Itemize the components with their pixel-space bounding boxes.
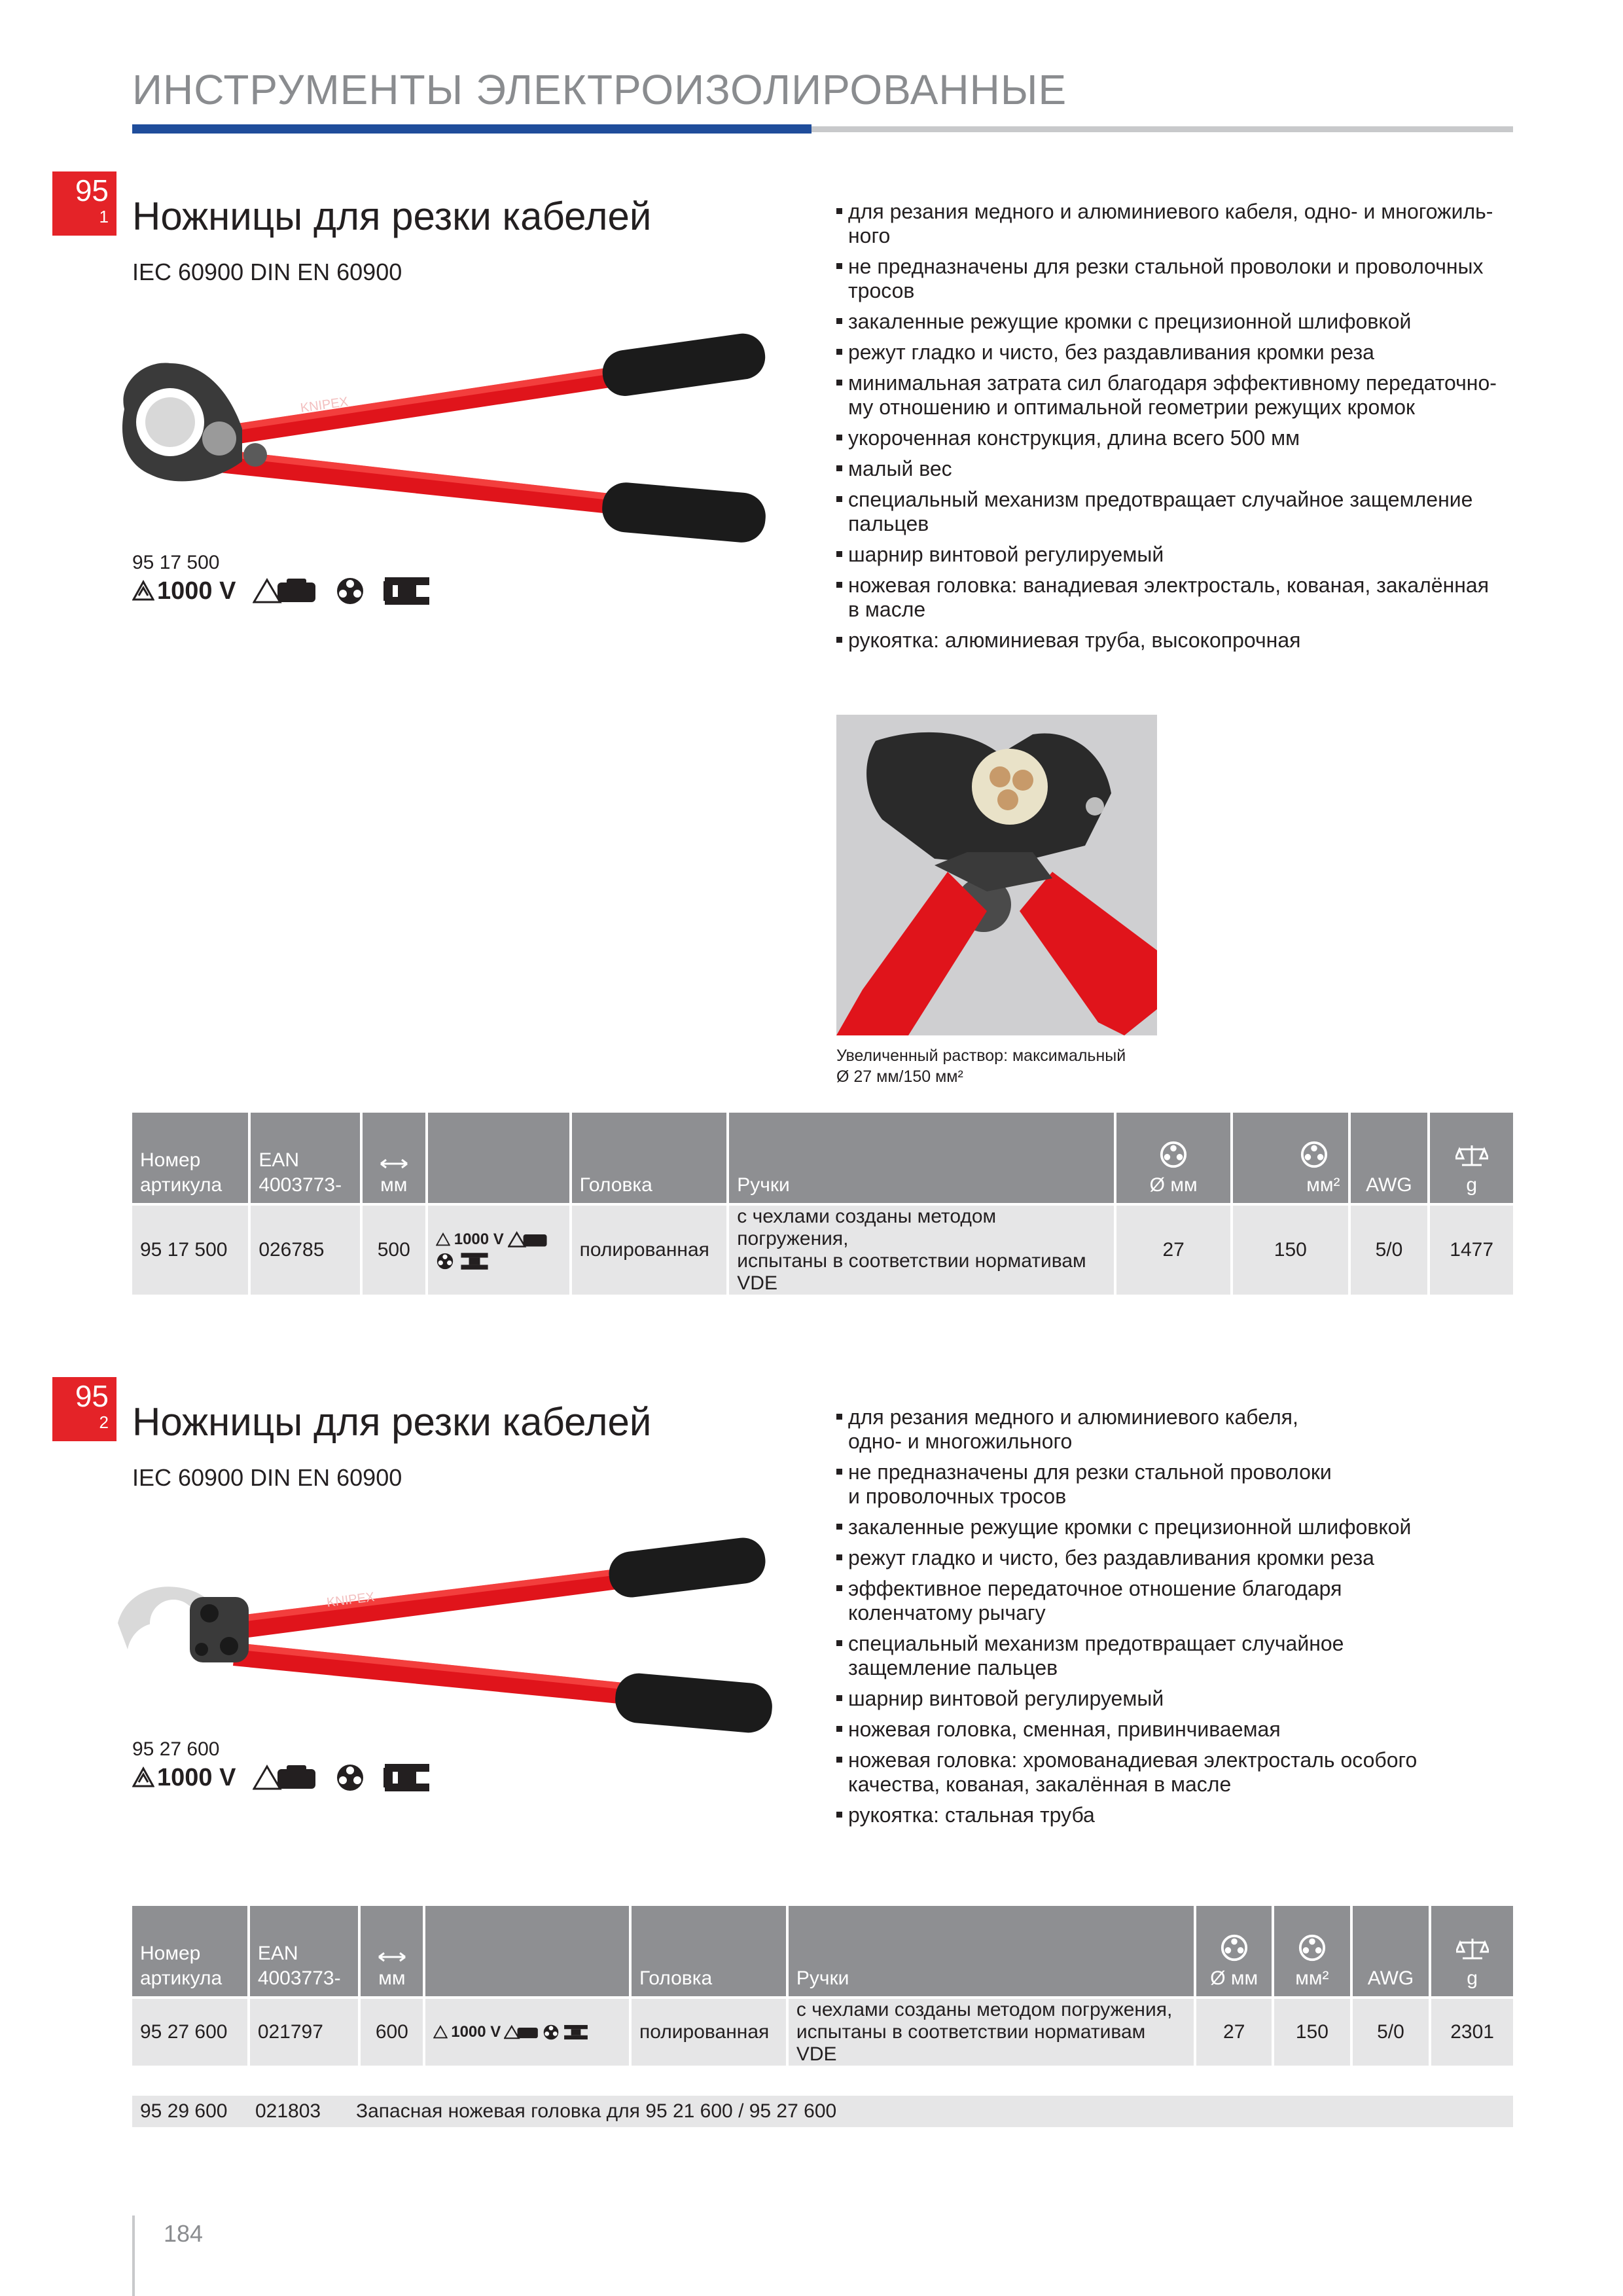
product-title: Ножницы для резки кабелей — [132, 1400, 652, 1444]
cell-pictograms — [427, 1204, 571, 1295]
cell-pictograms — [424, 1998, 630, 2066]
cell-ean: 026785 — [249, 1204, 361, 1295]
col-head: Головка — [571, 1113, 728, 1204]
spare-description: Запасная ножевая головка для 95 21 600 / 95 27 600 — [356, 2100, 837, 2122]
cell-awg: 5/0 — [1349, 1204, 1429, 1295]
diameter-unit: Ø мм — [1149, 1174, 1198, 1196]
page-number: 184 — [164, 2220, 204, 2247]
forged-steel-icon — [459, 1252, 490, 1270]
table-row — [132, 1204, 1513, 1295]
section-badge — [52, 171, 116, 236]
feature-item: закаленные режущие кромки с прецизионной шлифовкой — [836, 310, 1497, 334]
vde-triangle-icon — [132, 580, 154, 602]
vde-triangle-icon — [132, 1767, 154, 1789]
feature-item: для резания медного и алюминиевого кабеля, одно- и многожильного — [836, 1405, 1497, 1454]
spec-table — [132, 1113, 1513, 1295]
cell-handles: с чехлами созданы методом погружения, испытаны в соответствии нормативам VDE — [728, 1204, 1115, 1295]
tool-brand-label: KNIPEX — [299, 394, 349, 416]
cell-weight: 2301 — [1430, 1998, 1513, 2066]
voltage-label: 1000 V — [454, 1230, 504, 1248]
cell-ean: 021797 — [249, 1998, 360, 2066]
cell-weight: 1477 — [1429, 1204, 1513, 1295]
area-unit: мм² — [1295, 1967, 1329, 1989]
cable-cross-section-icon — [335, 576, 365, 606]
feature-item: режут гладко и чисто, без раздавливания кромки реза — [836, 340, 1497, 365]
col-ean: EAN 4003773- — [249, 1906, 360, 1998]
closeup-photo — [836, 715, 1157, 1035]
cell-diameter: 27 — [1115, 1204, 1232, 1295]
cable-cross-section-icon — [1298, 1933, 1327, 1962]
col-weight — [1429, 1113, 1513, 1204]
vde-triangle-icon — [433, 2025, 448, 2039]
cell-awg: 5/0 — [1351, 1998, 1431, 2066]
col-pictograms — [424, 1906, 630, 1998]
voltage-label: 1000 V — [157, 1763, 236, 1791]
col-area — [1232, 1113, 1349, 1204]
cable-cross-section-icon — [543, 2024, 560, 2041]
length-arrow-icon — [380, 1158, 408, 1169]
spec-table — [132, 1906, 1513, 2066]
length-unit: мм — [378, 1967, 406, 1989]
section-badge — [52, 1377, 116, 1441]
col-awg: AWG — [1351, 1906, 1431, 1998]
feature-item: для резания медного и алюминиевого кабеля, одно- и многожиль- ного — [836, 200, 1497, 248]
product-title: Ножницы для резки кабелей — [132, 194, 652, 238]
cable-cross-section-icon — [335, 1763, 365, 1793]
forged-steel-icon — [563, 2024, 589, 2041]
feature-item: ножевая головка, сменная, привинчиваемая — [836, 1717, 1497, 1742]
spare-article: 95 29 600 — [140, 2100, 228, 2122]
section-number: 95 — [75, 1379, 109, 1413]
cable-cutter-image — [105, 1525, 798, 1761]
feature-item: рукоятка: алюминиевая труба, высокопрочная — [836, 628, 1497, 653]
feature-item: специальный механизм предотвращает случайное защемление пальцев — [836, 1632, 1497, 1680]
weight-unit: g — [1466, 1174, 1477, 1196]
col-pictograms — [427, 1113, 571, 1204]
feature-item: малый вес — [836, 457, 1497, 481]
cable-cross-section-icon — [1159, 1140, 1188, 1169]
feature-item: эффективное передаточное отношение благодаря коленчатому рычагу — [836, 1577, 1497, 1625]
cable-cross-section-icon — [436, 1252, 454, 1270]
feature-item: не предназначены для резки стальной проволоки и проволочных тросов — [836, 255, 1497, 303]
diameter-unit: Ø мм — [1210, 1967, 1258, 1989]
cell-article: 95 17 500 — [132, 1204, 249, 1295]
col-weight — [1430, 1906, 1513, 1998]
photo-caption: Увеличенный раствор: максимальный Ø 27 мм/150 мм² — [836, 1047, 1126, 1086]
cell-head: полированная — [571, 1204, 728, 1295]
feature-item: рукоятка: стальная труба — [836, 1803, 1497, 1827]
section-subnumber: 1 — [99, 207, 109, 226]
feature-item: закаленные режущие кромки с прецизионной шлифовкой — [836, 1515, 1497, 1539]
weight-unit: g — [1467, 1967, 1478, 1989]
insulation-icon — [504, 2023, 539, 2041]
cell-area: 150 — [1232, 1204, 1349, 1295]
col-head: Головка — [630, 1906, 787, 1998]
voltage-label: 1000 V — [157, 577, 236, 605]
cell-length: 600 — [359, 1998, 424, 2066]
feature-item: не предназначены для резки стальной проволоки и проволочных тросов — [836, 1460, 1497, 1509]
header-rule-blue — [132, 124, 812, 134]
insulation-icon — [253, 576, 318, 606]
forged-steel-icon — [382, 576, 432, 606]
header-rule-grey — [812, 126, 1513, 132]
product-standards: IEC 60900 DIN EN 60900 — [132, 259, 402, 285]
feature-item: специальный механизм предотвращает случайное защемление пальцев — [836, 488, 1497, 536]
col-diameter — [1195, 1906, 1273, 1998]
insulation-icon — [253, 1763, 318, 1793]
page-header-title: ИНСТРУМЕНТЫ ЭЛЕКТРОИЗОЛИРОВАННЫЕ — [132, 66, 1067, 113]
col-length — [361, 1113, 427, 1204]
spare-part-row — [132, 2096, 1513, 2127]
section-subnumber: 2 — [99, 1412, 109, 1432]
weight-scale-icon — [1456, 1936, 1489, 1962]
col-article: Номер артикула — [132, 1906, 249, 1998]
pictogram-row — [132, 576, 432, 606]
feature-item: ножевая головка: хромованадиевая электросталь особого качества, кованая, закалённая в масле — [836, 1748, 1497, 1797]
cable-cross-section-icon — [1220, 1933, 1249, 1962]
article-number: 95 17 500 — [132, 552, 220, 573]
col-length — [359, 1906, 424, 1998]
cell-diameter: 27 — [1195, 1998, 1273, 2066]
cell-area: 150 — [1273, 1998, 1351, 2066]
page-rule — [132, 2215, 135, 2296]
col-awg: AWG — [1349, 1113, 1429, 1204]
spare-ean: 021803 — [255, 2100, 321, 2122]
cable-cross-section-icon — [1300, 1140, 1329, 1169]
cell-length: 500 — [361, 1204, 427, 1295]
feature-item: шарнир винтовой регулируемый — [836, 1687, 1497, 1711]
feature-item: шарнир винтовой регулируемый — [836, 543, 1497, 567]
feature-list — [836, 1405, 1497, 1834]
feature-item: ножевая головка: ванадиевая электросталь, кованая, закалённая в масле — [836, 573, 1497, 622]
col-diameter — [1115, 1113, 1232, 1204]
tool-brand-label: KNIPEX — [325, 1590, 376, 1610]
section-number: 95 — [75, 173, 109, 207]
col-article: Номер артикула — [132, 1113, 249, 1204]
feature-item: режут гладко и чисто, без раздавливания кромки реза — [836, 1546, 1497, 1570]
cell-article: 95 27 600 — [132, 1998, 249, 2066]
voltage-label: 1000 V — [451, 2023, 501, 2041]
feature-list — [836, 200, 1497, 659]
area-unit: мм² — [1306, 1174, 1340, 1196]
feature-item: укороченная конструкция, длина всего 500 мм — [836, 426, 1497, 450]
length-unit: мм — [380, 1174, 408, 1196]
col-handles: Ручки — [728, 1113, 1115, 1204]
vde-triangle-icon — [436, 1232, 450, 1247]
pictogram-row — [132, 1763, 432, 1793]
cable-cutter-image — [105, 324, 798, 566]
product-standards: IEC 60900 DIN EN 60900 — [132, 1464, 402, 1491]
col-handles: Ручки — [787, 1906, 1196, 1998]
cell-handles: с чехлами созданы методом погружения, испытаны в соответствии нормативам VDE — [787, 1998, 1196, 2066]
col-ean: EAN 4003773- — [249, 1113, 361, 1204]
forged-steel-icon — [382, 1763, 432, 1793]
insulation-icon — [508, 1230, 548, 1249]
length-arrow-icon — [378, 1952, 406, 1962]
weight-scale-icon — [1455, 1143, 1488, 1169]
feature-item: минимальная затрата сил благодаря эффективному передаточно- му отношению и оптимальной геометрии режущих кромок — [836, 371, 1497, 420]
cell-head: полированная — [630, 1998, 787, 2066]
col-area — [1273, 1906, 1351, 1998]
table-row — [132, 1998, 1513, 2066]
article-number: 95 27 600 — [132, 1738, 220, 1760]
